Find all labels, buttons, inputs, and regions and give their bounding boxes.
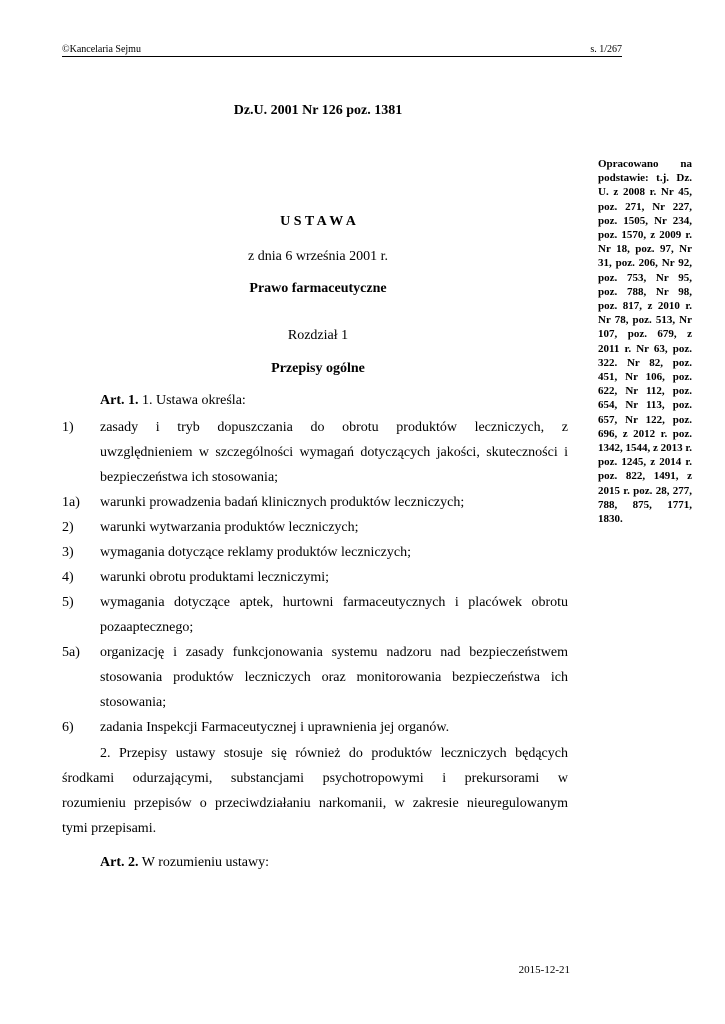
- item-number: 5a): [62, 645, 80, 660]
- art1-intro: [100, 393, 246, 409]
- item-line: organizację i zasady funkcjonowania systemu nadzoru nad bezpieczeństwem: [100, 645, 568, 660]
- item-number: 4): [62, 570, 74, 585]
- act-date: z dnia 6 września 2001 r.: [248, 249, 388, 264]
- item-line: stosowania produktów leczniczych oraz monitorowania bezpieczeństwa ich: [100, 670, 568, 685]
- item-line: wymagania dotyczące reklamy produktów leczniczych;: [100, 545, 411, 560]
- item-number: 3): [62, 545, 74, 560]
- footer-date: 2015-12-21: [518, 964, 570, 976]
- page-number: s. 1/267: [590, 44, 622, 55]
- item-line: pozaaptecznego;: [100, 620, 194, 635]
- art1-para2-line: 2. Przepisy ustawy stosuje się również do produktów leczniczych będących: [100, 746, 568, 761]
- chapter-number: Rozdział 1: [287, 328, 349, 343]
- item-line: warunki wytwarzania produktów leczniczych;: [100, 520, 359, 535]
- item-line: wymagania dotyczące aptek, hurtowni farmaceutycznych i placówek obrotu: [100, 595, 568, 610]
- item-line: warunki prowadzenia badań klinicznych produktów leczniczych;: [100, 495, 465, 510]
- chapter-title: Przepisy ogólne: [271, 361, 365, 376]
- act-title: U S T A W A: [280, 214, 356, 229]
- item-number: 5): [62, 595, 74, 610]
- art1-intro-text: 1. Ustawa określa:: [142, 393, 246, 408]
- item-number: 6): [62, 720, 74, 735]
- item-line: stosowania;: [100, 695, 167, 710]
- item-line: warunki obrotu produktami leczniczymi;: [100, 570, 329, 585]
- art1-label: Art. 1.: [100, 393, 139, 408]
- act-name: Prawo farmaceutyczne: [249, 281, 387, 296]
- art1-para2-line: tymi przepisami.: [62, 821, 157, 836]
- item-number: 1): [62, 420, 74, 435]
- item-line: uwzględnieniem w szczególności wymagań dotyczących jakości, skuteczności i: [100, 445, 568, 460]
- art2: [100, 855, 269, 871]
- item-number: 1a): [62, 495, 80, 510]
- item-line: bezpieczeństwa ich stosowania;: [100, 470, 279, 485]
- art1-para2-line: rozumieniu przepisów o przeciwdziałaniu narkomanii, w zakresie nieuregulowanym: [62, 796, 568, 811]
- citation: Dz.U. 2001 Nr 126 poz. 1381: [233, 103, 403, 118]
- header-divider: [62, 56, 622, 57]
- item-number: 2): [62, 520, 74, 535]
- art1-para2-line: środkami odurzającymi, substancjami psychotropowymi i prekursorami w: [62, 771, 568, 786]
- item-line: zadania Inspekcji Farmaceutycznej i uprawnienia jej organów.: [100, 720, 450, 735]
- sidebar-note: Opracowano na podstawie: t.j. Dz. U. z 2008 r. Nr 45, poz. 271, Nr 227, poz. 1505, Nr 234, poz. 1570, z 2009 r. Nr 18, poz. 97, Nr 31, poz. 206, Nr 92, poz. 753, Nr 95, poz. 788, Nr 98, poz. 817, z 2010 r. Nr 78, poz. 513, Nr 107, poz. 679, z 2011 r. Nr 63, poz. 322. Nr 82, poz. 451, Nr 106, poz. 622, Nr 112, poz. 654, Nr 113, poz. 657, Nr 122, poz. 696, z 2012 r. poz. 1342, 1544, z 2013 r. poz. 1245, z 2014 r. poz. 822, 1491, z 2015 r. poz. 28, 277, 788, 875, 1771, 1830.: [598, 158, 693, 526]
- art2-label: Art. 2.: [100, 855, 139, 870]
- item-line: zasady i tryb dopuszczania do obrotu produktów leczniczych, z: [100, 420, 568, 435]
- header-left: ©Kancelaria Sejmu: [62, 44, 141, 55]
- art2-text: W rozumieniu ustawy:: [141, 855, 270, 870]
